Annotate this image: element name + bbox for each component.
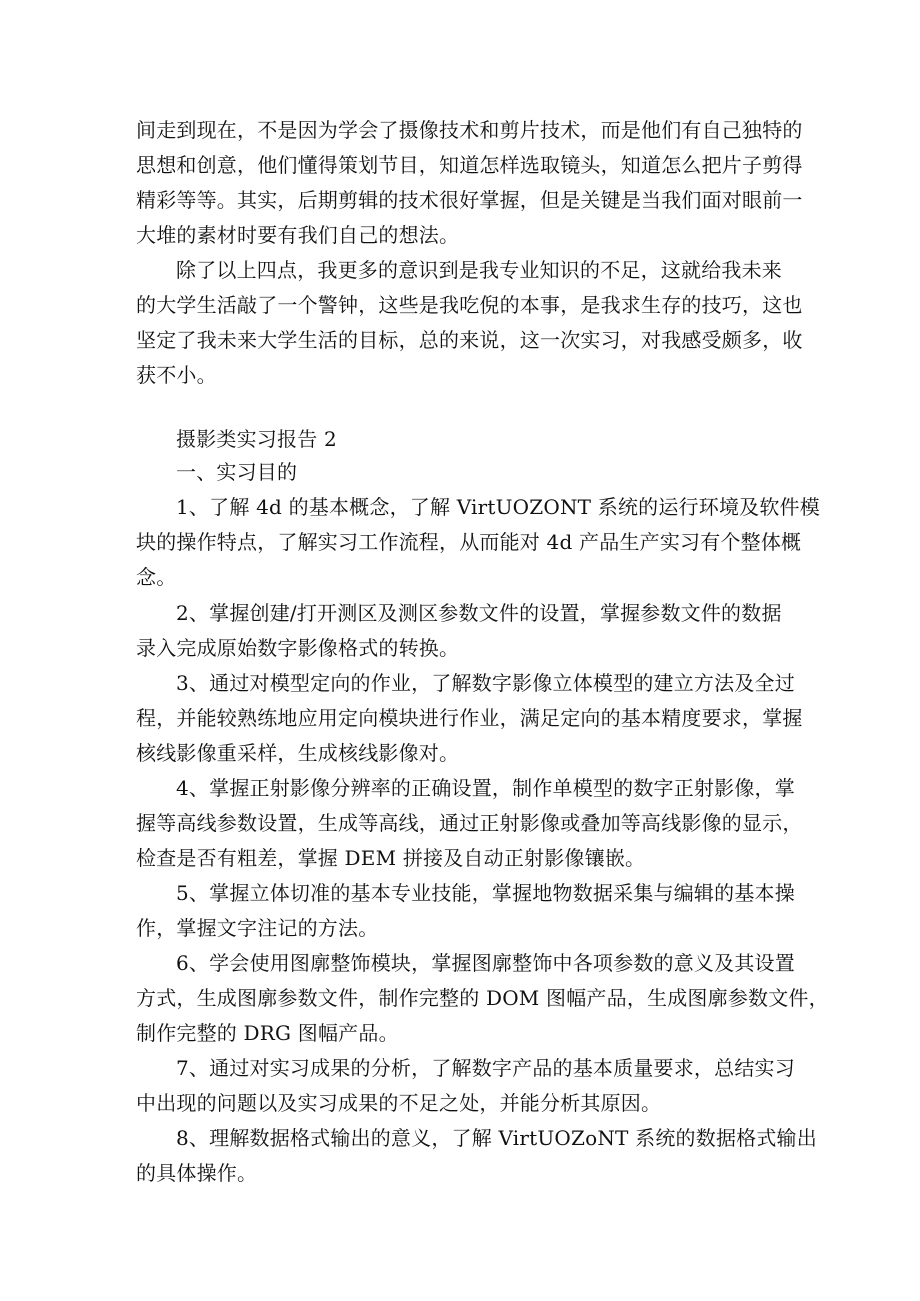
paragraph-line: 大堆的素材时要有我们自己的想法。 — [136, 223, 460, 247]
list-item-line: 握等高线参数设置，生成等高线，通过正射影像或叠加等高线影像的显示， — [136, 811, 803, 835]
list-item-line: 念。 — [136, 565, 177, 589]
list-item-line: 8、理解数据格式输出的意义，了解 VirtUOZoNT 系统的数据格式输出 — [176, 1126, 817, 1150]
paragraph-line: 的大学生活敲了一个警钟，这些是我吃倪的本事，是我求生存的技巧，这也 — [136, 293, 803, 317]
list-item-line: 2、掌握创建/打开测区及测区参数文件的设置，掌握参数文件的数据 — [176, 601, 782, 625]
list-item-line: 6、学会使用图廓整饰模块，掌握图廓整饰中各项参数的意义及其设置 — [176, 951, 795, 975]
paragraph-line: 获不小。 — [136, 363, 217, 387]
list-item-line: 程，并能较熟练地应用定向模块进行作业，满足定向的基本精度要求，掌握 — [136, 706, 803, 730]
paragraph-line: 坚定了我未来大学生活的目标，总的来说，这一次实习，对我感受颇多，收 — [136, 328, 803, 352]
list-item-line: 中出现的问题以及实习成果的不足之处，并能分析其原因。 — [136, 1091, 662, 1115]
list-item-line: 3、通过对模型定向的作业，了解数字影像立体模型的建立方法及全过 — [176, 671, 795, 695]
list-item-line: 录入完成原始数字影像格式的转换。 — [136, 636, 460, 660]
section-title: 摄影类实习报告 2 — [176, 427, 337, 451]
list-item-line: 块的操作特点，了解实习工作流程，从而能对 4d 产品生产实习有个整体概 — [136, 530, 802, 554]
paragraph-line: 除了以上四点，我更多的意识到是我专业知识的不足，这就给我未来 — [176, 258, 782, 282]
list-item-line: 检查是否有粗差，掌握 DEM 拼接及自动正射影像镶嵌。 — [136, 846, 646, 870]
paragraph-line: 思想和创意，他们懂得策划节目，知道怎样选取镜头，知道怎么把片子剪得 — [136, 153, 803, 177]
list-item-line: 作，掌握文字注记的方法。 — [136, 916, 379, 940]
list-item-line: 方式，生成图廓参数文件，制作完整的 DOM 图幅产品，生成图廓参数文件， — [136, 986, 829, 1010]
list-item-line: 制作完整的 DRG 图幅产品。 — [136, 1021, 399, 1045]
list-item-line: 的具体操作。 — [136, 1161, 258, 1185]
list-item-line: 7、通过对实习成果的分析，了解数字产品的基本质量要求，总结实习 — [176, 1056, 795, 1080]
paragraph-line: 精彩等等。其实，后期剪辑的技术很好掌握，但是关键是当我们面对眼前一 — [136, 188, 803, 212]
list-item-line: 核线影像重采样，生成核线影像对。 — [136, 741, 460, 765]
list-item-line: 5、掌握立体切准的基本专业技能，掌握地物数据采集与编辑的基本操 — [176, 881, 795, 905]
paragraph-line: 间走到现在，不是因为学会了摄像技术和剪片技术，而是他们有自己独特的 — [136, 118, 803, 142]
list-item-line: 4、掌握正射影像分辨率的正确设置，制作单模型的数字正射影像，掌 — [176, 776, 795, 800]
list-item-line: 1、了解 4d 的基本概念，了解 VirtUOZONT 系统的运行环境及软件模 — [176, 495, 820, 519]
subsection-title: 一、实习目的 — [176, 460, 298, 484]
